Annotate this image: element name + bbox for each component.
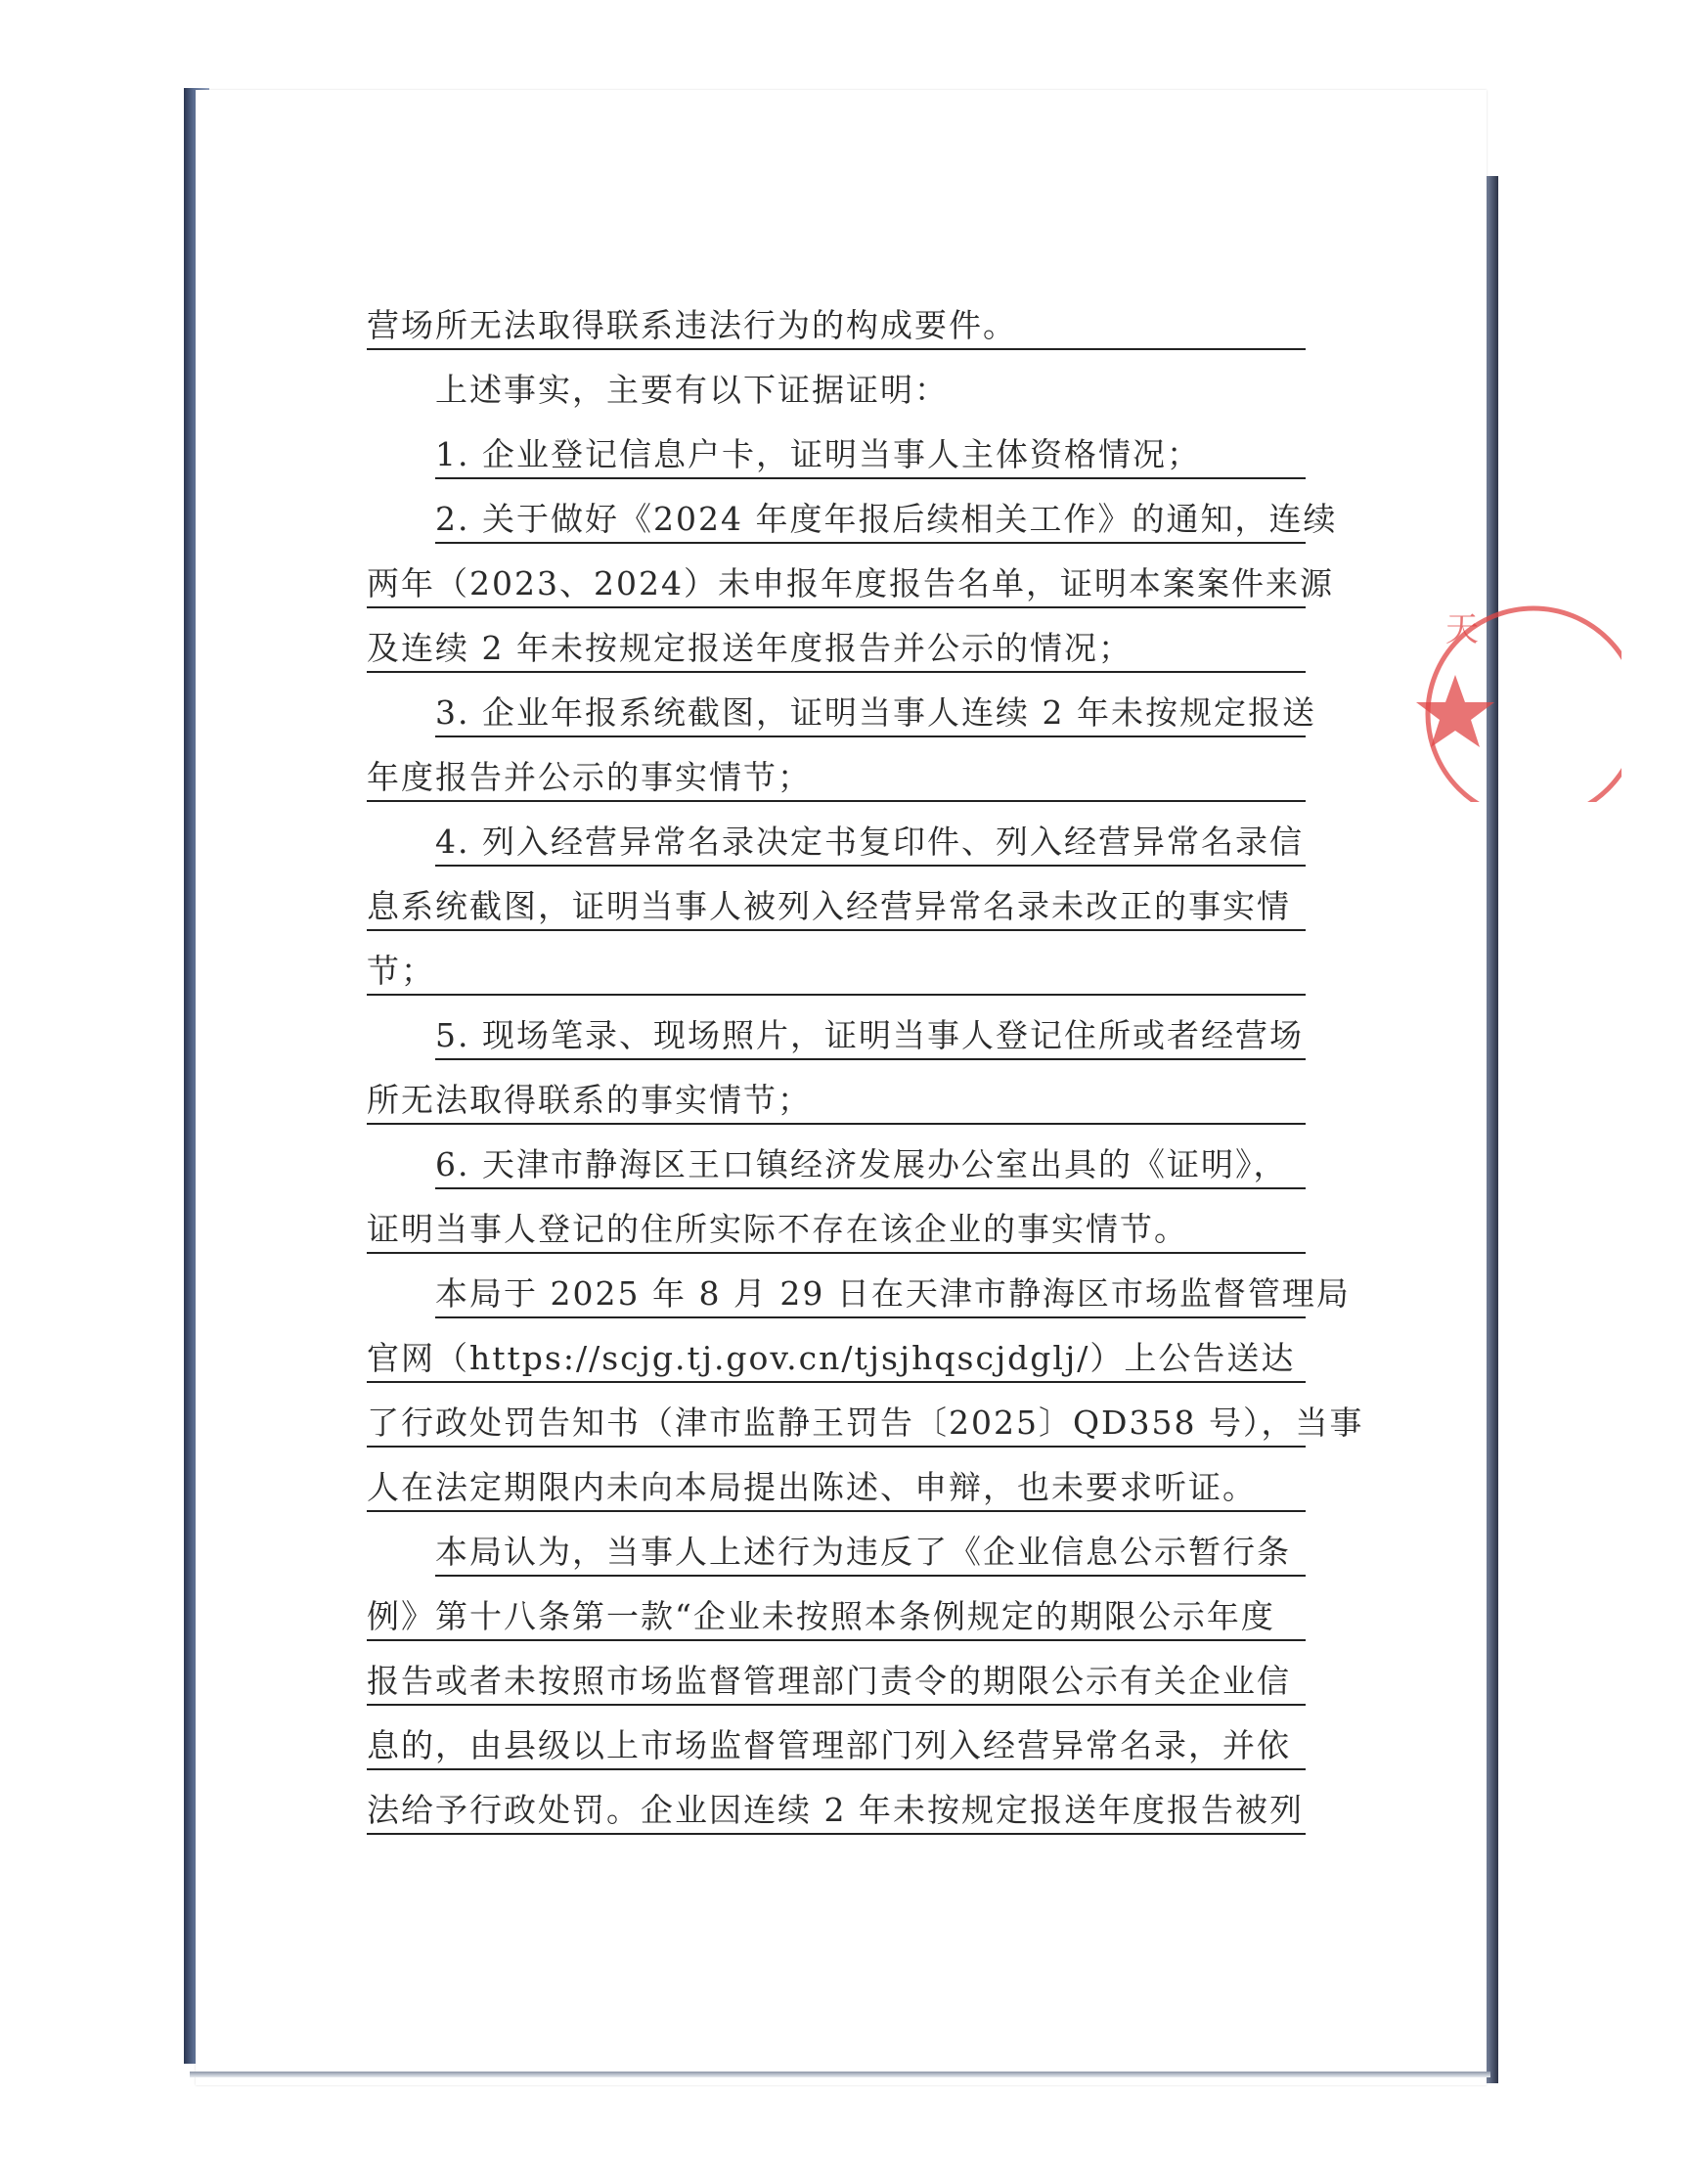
text-line: 营场所无法取得联系违法行为的构成要件。: [367, 293, 1306, 358]
text-line: 6. 天津市静海区王口镇经济发展办公室出具的《证明》，: [367, 1133, 1306, 1197]
text-line: 报告或者未按照市场监督管理部门责令的期限公示有关企业信: [367, 1649, 1306, 1714]
text-line: 及连续 2 年未按规定报送年度报告并公示的情况；: [367, 616, 1306, 681]
text-line: 了行政处罚告知书（津市监静王罚告〔2025〕QD358 号），当事: [367, 1391, 1306, 1455]
text-line: 本局于 2025 年 8 月 29 日在天津市静海区市场监督管理局: [367, 1262, 1306, 1326]
text-line: 2. 关于做好《2024 年度年报后续相关工作》的通知，连续: [367, 487, 1306, 552]
text-line: 上述事实，主要有以下证据证明：: [435, 371, 949, 409]
text-line: 例》第十八条第一款“企业未按照本条例规定的期限公示年度: [367, 1584, 1306, 1649]
text-line: 所无法取得联系的事实情节；: [367, 1068, 1306, 1133]
text-line: 官网（https://scjg.tj.gov.cn/tjsjhqscjdglj/）上公告送达: [367, 1326, 1306, 1391]
text-line: 两年（2023、2024）未申报年度报告名单，证明本案案件来源: [367, 552, 1306, 616]
official-seal: [1387, 567, 1621, 802]
text-line: 5. 现场笔录、现场照片，证明当事人登记住所或者经营场: [367, 1003, 1306, 1068]
text-line: 法给予行政处罚。企业因连续 2 年未按规定报送年度报告被列: [367, 1778, 1306, 1843]
seal-text: 天: [1445, 610, 1479, 649]
text-line: 本局认为，当事人上述行为违反了《企业信息公示暂行条: [367, 1520, 1306, 1584]
text-line: 息的，由县级以上市场监督管理部门列入经营异常名录，并依: [367, 1714, 1306, 1778]
text-line: 息系统截图，证明当事人被列入经营异常名录未改正的事实情: [367, 874, 1306, 939]
text-line: 年度报告并公示的事实情节；: [367, 745, 1306, 810]
text-line: 节；: [367, 939, 1306, 1003]
paper-bottom-edge: [190, 2072, 1490, 2077]
document-body: [367, 293, 1364, 1843]
text-line: 3. 企业年报系统截图，证明当事人连续 2 年未按规定报送: [367, 681, 1306, 745]
text-line: 证明当事人登记的住所实际不存在该企业的事实情节。: [367, 1197, 1306, 1262]
text-line: 1. 企业登记信息户卡，证明当事人主体资格情况；: [367, 423, 1306, 487]
text-line: 人在法定期限内未向本局提出陈述、申辩，也未要求听证。: [367, 1455, 1306, 1520]
text-line: 4. 列入经营异常名录决定书复印件、列入经营异常名录信: [367, 810, 1306, 874]
